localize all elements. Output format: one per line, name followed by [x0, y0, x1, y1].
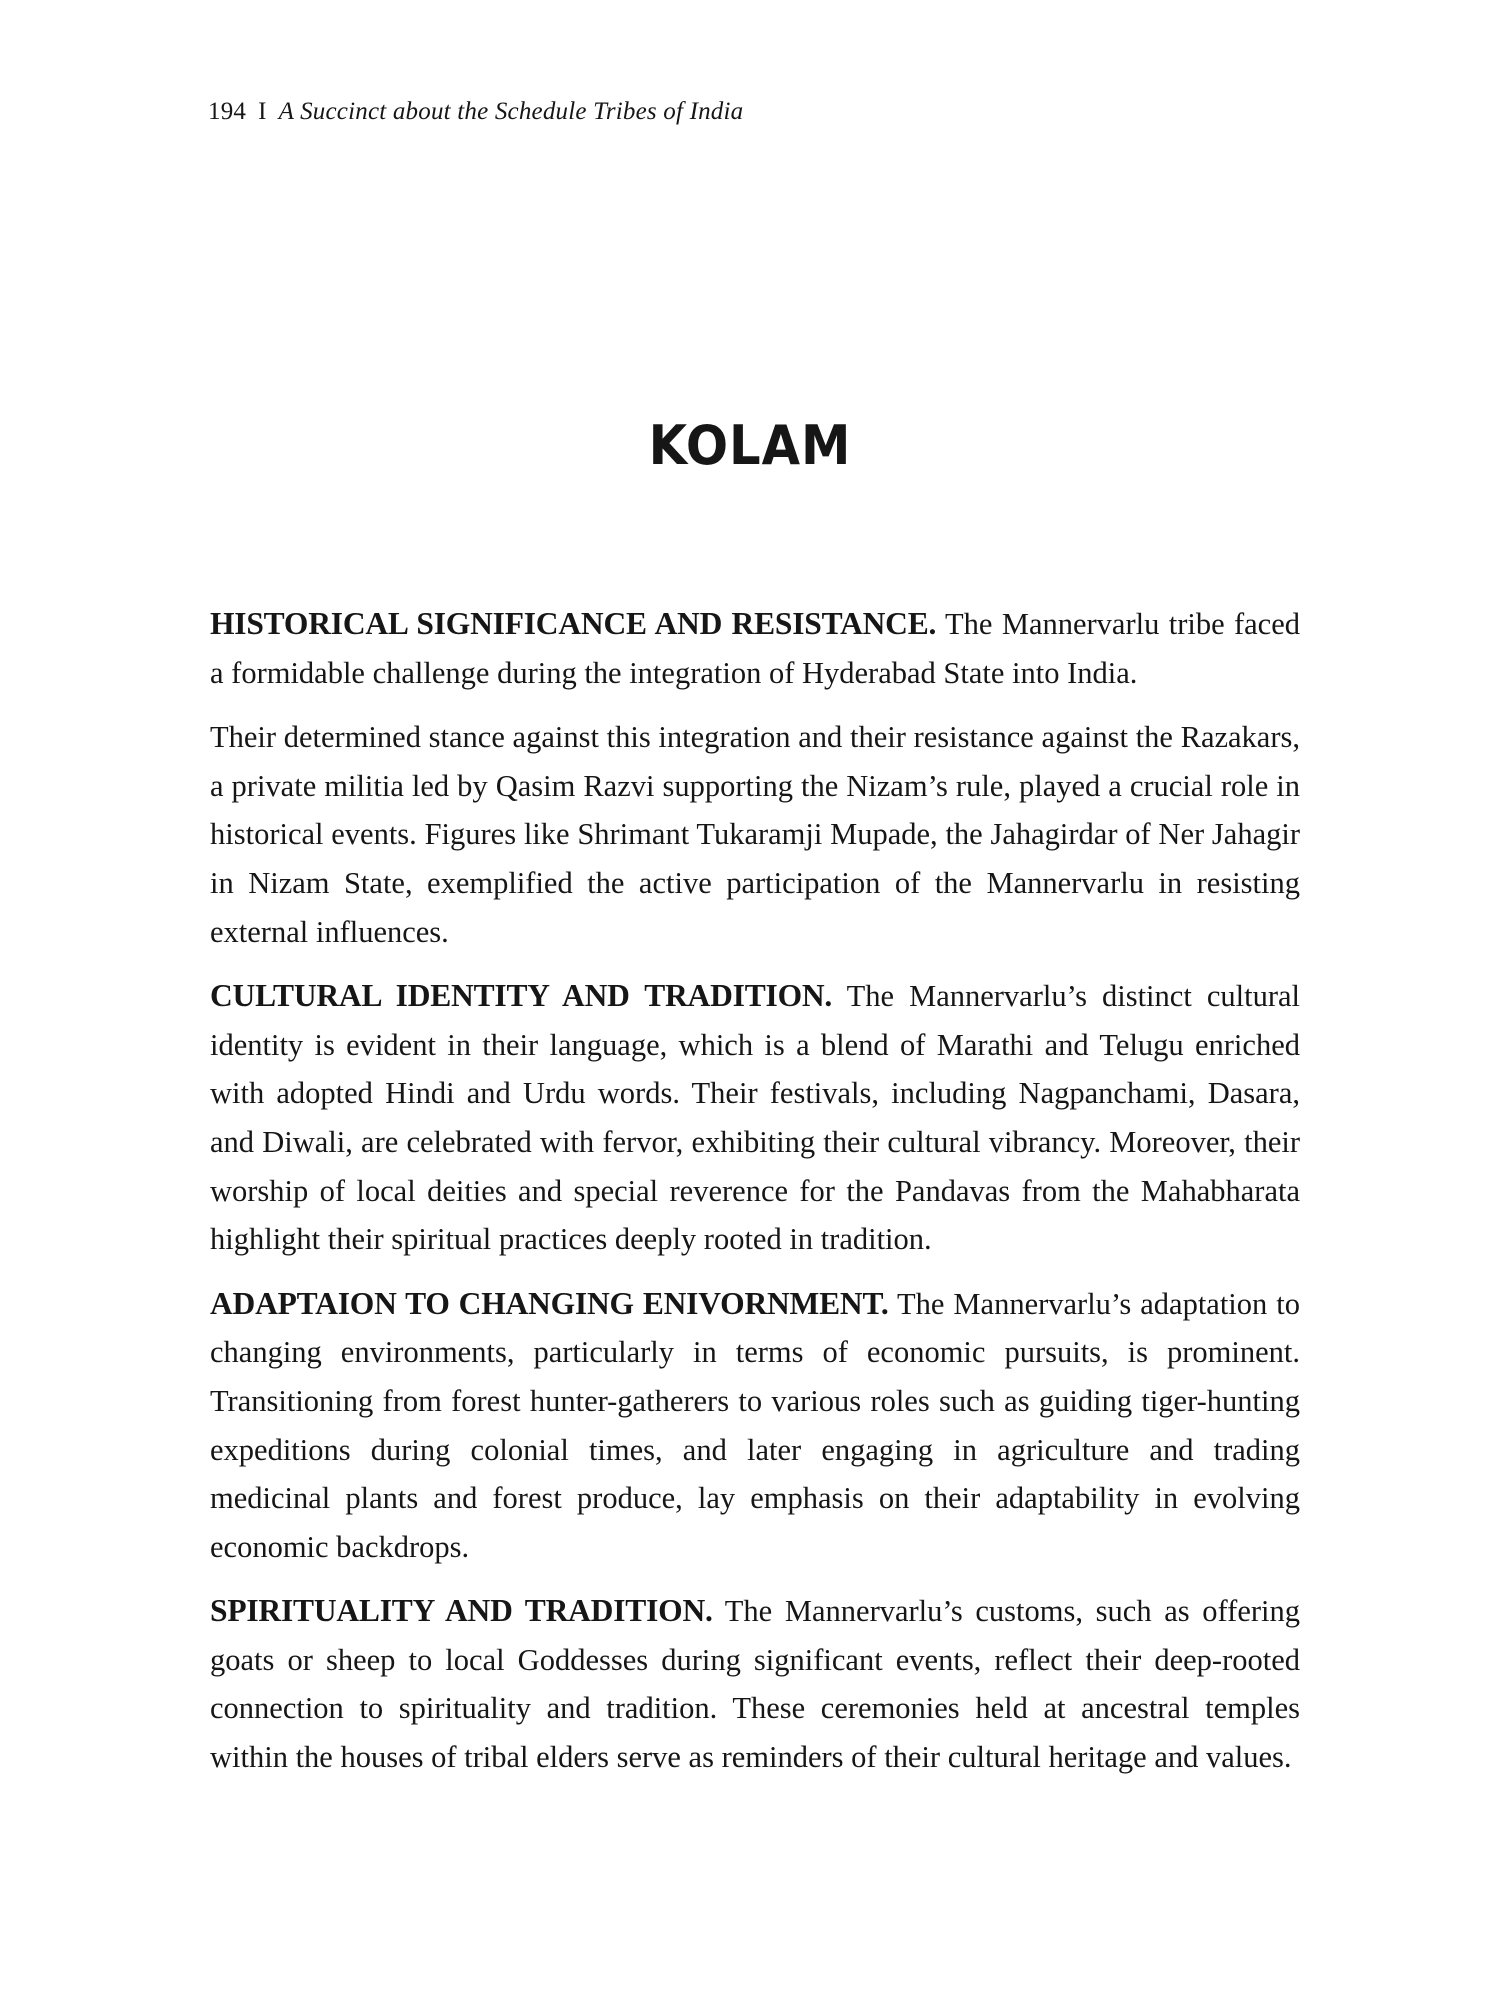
section-heading-spirituality: SPIRITUALITY AND TRADITION.	[210, 1593, 713, 1629]
section-heading-cultural: CULTURAL IDENTITY AND TRADITION.	[210, 978, 833, 1014]
paragraph-cultural-identity	[210, 972, 1300, 1264]
paragraph-historical-significance	[210, 600, 1300, 697]
paragraph-spirituality	[210, 1587, 1300, 1781]
chapter-title: KOLAM	[648, 414, 852, 477]
paragraph-text: Their determined stance against this integration and their resistance against the Razakars, a private militia led by Qasim Razvi supporting the Nizam’s rule, played a crucial role in historical events. Figures like Shrimant Tukaramji Mupade, the Jahagirdar of Ner Jahagir in Nizam State, exemplified the active participation of the Mannervarlu in resisting external influences.	[210, 720, 1300, 949]
paragraph-text: The Mannervarlu’s adaptation to changing environments, particularly in terms of economic pursuits, is prominent. Transitioning from forest hunter-gatherers to various roles such as guiding tiger-hunting expeditions during colonial times, and later engaging in agriculture and trading medicinal plants and forest produce, lay emphasis on their adaptability in evolving economic backdrops.	[210, 1286, 1300, 1564]
section-heading-adaptation: ADAPTAION TO CHANGING ENIVORNMENT.	[210, 1285, 889, 1321]
page-number: 194	[208, 98, 247, 125]
paragraph-text: The Mannervarlu’s customs, such as offering goats or sheep to local Goddesses during significant events, reflect their deep-rooted connection to spirituality and tradition. These ceremonies held at ancestral temples within the houses of tribal elders serve as reminders of their cultural heritage and values.	[210, 1594, 1300, 1775]
paragraph-resistance	[210, 713, 1300, 956]
section-heading-historical: HISTORICAL SIGNIFICANCE AND RESISTANCE.	[210, 606, 937, 641]
book-title: A Succinct about the Schedule Tribes of India	[278, 98, 744, 125]
paragraph-text: The Mannervarlu tribe faced a formidable challenge during the integration of Hyderabad State into India.	[210, 607, 1300, 690]
body-text	[210, 600, 1300, 1798]
paragraph-adaptation	[210, 1280, 1300, 1572]
paragraph-text: The Mannervarlu’s distinct cultural identity is evident in their language, which is a blend of Marathi and Telugu enriched with adopted Hindi and Urdu words. Their festivals, including Nagpanchami, Dasara, and Diwali, are celebrated with fervor, exhibiting their cultural vibrancy. Moreover, their worship of local deities and special reverence for the Pandavas from the Mahabharata highlight their spiritual practices deeply rooted in tradition.	[210, 979, 1300, 1257]
header-separator: I	[258, 98, 267, 125]
running-head	[208, 98, 743, 126]
